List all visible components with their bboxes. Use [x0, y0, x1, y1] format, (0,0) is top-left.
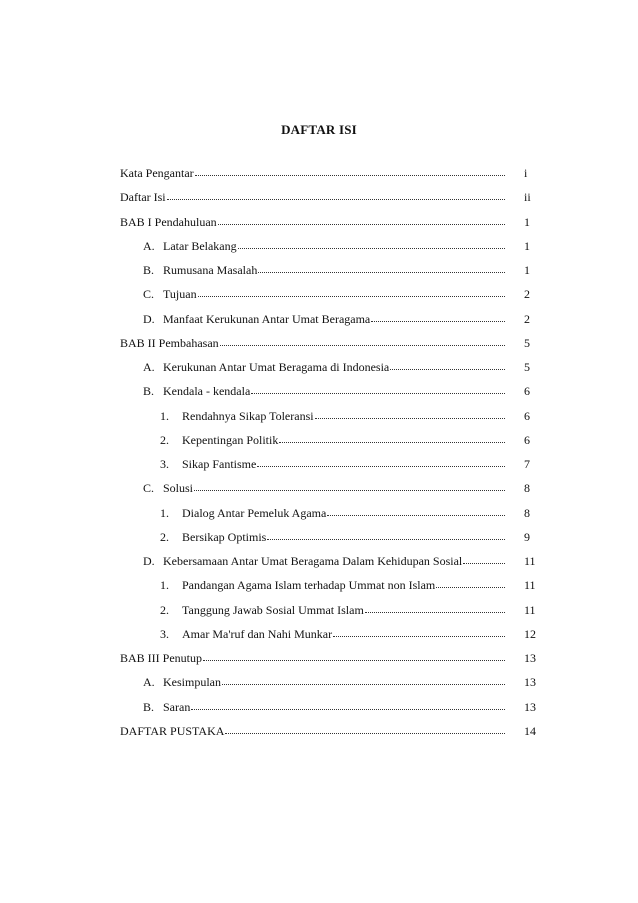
toc-entry[interactable] [120, 649, 508, 667]
toc-page-number: 6 [524, 384, 530, 399]
toc-dot-leader [371, 311, 505, 323]
toc-dot-leader [203, 650, 505, 662]
toc-dot-leader [436, 577, 505, 589]
toc-entry-label: Rendahnya Sikap Toleransi [182, 408, 314, 423]
toc-dot-leader [198, 286, 505, 298]
toc-entry[interactable] [143, 358, 508, 376]
toc-entry[interactable] [160, 407, 508, 425]
toc-entry[interactable] [160, 576, 508, 594]
toc-entry-label: BAB II Pembahasan [120, 335, 219, 350]
toc-entry-number: 3. [160, 457, 169, 471]
toc-entry-label: Amar Ma'ruf dan Nahi Munkar [182, 626, 333, 641]
toc-page-number: 2 [524, 311, 530, 326]
toc-entry[interactable] [143, 382, 508, 400]
toc-page-number: 5 [524, 335, 530, 350]
toc-entry-label: BAB I Pendahuluan [120, 214, 217, 229]
toc-entry-label: Kendala - kendala [163, 384, 251, 399]
toc-entry-label: Kebersamaan Antar Umat Beragama Dalam Kehidupan Sosial [163, 554, 463, 568]
toc-dot-leader [463, 553, 505, 565]
toc-entry-number: 1. [160, 408, 169, 423]
toc-entry-number: B. [143, 699, 155, 714]
toc-page-number: 6 [524, 432, 530, 447]
toc-dot-leader [267, 529, 505, 541]
toc-entry[interactable] [160, 431, 508, 449]
toc-entry-label: Solusi [163, 481, 194, 496]
toc-page-number: 1 [524, 238, 530, 253]
toc-dot-leader [365, 602, 505, 614]
toc-entry-number: D. [143, 554, 155, 568]
toc-dot-leader [251, 383, 505, 395]
toc-entry[interactable] [143, 310, 508, 328]
toc-entry[interactable] [143, 237, 508, 255]
toc-page-number: 1 [524, 263, 530, 277]
toc-entry-label: Latar Belakang [163, 238, 237, 253]
toc-entry[interactable] [120, 164, 508, 182]
toc-page-number: ii [524, 190, 531, 205]
toc-entry-number: 1. [160, 505, 169, 520]
toc-entry[interactable] [143, 673, 508, 691]
toc-dot-leader [167, 189, 505, 201]
toc-entry[interactable] [160, 601, 508, 619]
toc-entry-label: Sikap Fantisme [182, 457, 257, 471]
toc-dot-leader [258, 262, 505, 274]
toc-entry-label: Tanggung Jawab Sosial Ummat Islam [182, 602, 364, 617]
toc-page-number: i [524, 166, 528, 180]
toc-entry-label: Kata Pengantar [120, 166, 194, 180]
toc-dot-leader [238, 238, 505, 250]
toc-dot-leader [279, 432, 505, 444]
toc-page-number: 13 [524, 699, 536, 714]
toc-entry-label: Daftar Isi [120, 190, 166, 205]
toc-entry-label: Manfaat Kerukunan Antar Umat Beragama [163, 311, 371, 326]
toc-entry-label: Kepentingan Politik [182, 432, 279, 447]
toc-page-number: 1 [524, 214, 530, 229]
toc-entry[interactable] [143, 285, 508, 303]
toc-entry-label: Bersikap Optimis [182, 529, 267, 544]
toc-page-number: 6 [524, 408, 530, 423]
toc-entry[interactable] [160, 455, 508, 473]
toc-dot-leader [222, 674, 505, 686]
toc-page-number: 5 [524, 360, 530, 374]
page-title: DAFTAR ISI [281, 122, 357, 137]
toc-entry-label: Pandangan Agama Islam terhadap Ummat non Islam [182, 578, 436, 593]
toc-dot-leader [218, 214, 505, 226]
toc-page-number: 9 [524, 529, 530, 544]
toc-dot-leader [333, 626, 505, 638]
toc-entry-number: A. [143, 675, 155, 690]
toc-entry-number: D. [143, 311, 155, 326]
toc-dot-leader [195, 165, 505, 177]
toc-dot-leader [315, 408, 505, 420]
toc-entry-number: 1. [160, 578, 169, 593]
toc-entry-label: Kesimpulan [163, 675, 221, 690]
toc-entry[interactable] [160, 528, 508, 546]
toc-entry-number: 3. [160, 626, 169, 641]
toc-entry[interactable] [160, 625, 508, 643]
toc-page-number: 12 [524, 626, 536, 641]
toc-entry[interactable] [120, 213, 508, 231]
toc-page-number: 11 [524, 602, 536, 617]
toc-dot-leader [191, 699, 505, 711]
toc-entry-label: BAB III Penutup [120, 651, 202, 665]
toc-entry[interactable] [160, 504, 508, 522]
toc-entry[interactable] [143, 698, 508, 716]
toc-entry-number: A. [143, 360, 155, 374]
toc-page-number: 2 [524, 287, 530, 302]
toc-entry-number: B. [143, 263, 155, 277]
toc-dot-leader [257, 456, 505, 468]
toc-page-number: 13 [524, 651, 536, 665]
toc-page-number: 11 [524, 578, 536, 593]
toc-entry-label: Kerukunan Antar Umat Beragama di Indonesia [163, 360, 390, 374]
toc-entry-number: 2. [160, 602, 169, 617]
toc-page-number: 13 [524, 675, 536, 690]
toc-entry-number: C. [143, 287, 155, 302]
toc-entry[interactable] [143, 479, 508, 497]
toc-entry[interactable] [143, 261, 508, 279]
toc-entry-number: 2. [160, 432, 169, 447]
toc-entry-number: 2. [160, 529, 169, 544]
toc-entry-number: C. [143, 481, 155, 496]
toc-entry-label: Dialog Antar Pemeluk Agama [182, 505, 327, 520]
toc-page-number: 8 [524, 505, 530, 520]
toc-page-number: 14 [524, 723, 536, 738]
toc-dot-leader [220, 335, 505, 347]
toc-entry[interactable] [120, 188, 508, 206]
toc-entry[interactable] [120, 722, 508, 740]
toc-dot-leader [390, 359, 505, 371]
toc-entry-label: Saran [163, 699, 191, 714]
toc-page-number: 8 [524, 481, 530, 496]
toc-dot-leader [194, 480, 505, 492]
toc-entry[interactable] [120, 334, 508, 352]
toc-page-number: 11 [524, 554, 536, 568]
toc-page-number: 7 [524, 457, 530, 471]
toc-entry[interactable] [143, 552, 508, 570]
toc-entry-number: A. [143, 238, 155, 253]
toc-entry-number: B. [143, 384, 155, 399]
toc-entry-label: Tujuan [163, 287, 197, 302]
toc-dot-leader [327, 505, 505, 517]
toc-entry-label: DAFTAR PUSTAKA [120, 723, 225, 738]
toc-dot-leader [225, 723, 505, 735]
toc-entry-label: Rumusana Masalah [163, 263, 258, 277]
